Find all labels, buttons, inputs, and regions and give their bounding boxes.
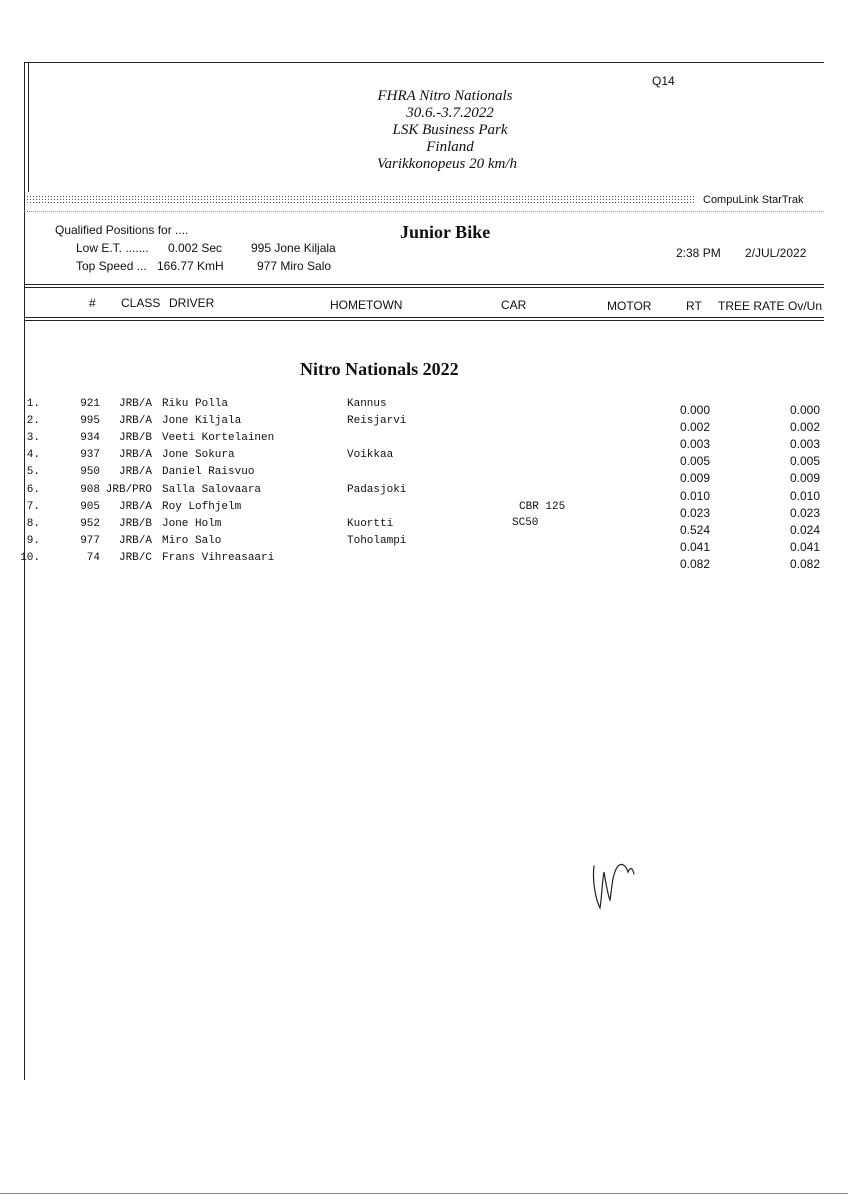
cell-ovun: 0.002 bbox=[790, 420, 821, 435]
cell-number: 937 bbox=[80, 449, 100, 462]
cell-number: 74 bbox=[86, 551, 100, 564]
cell-hometown: Padasjoki bbox=[347, 483, 407, 496]
cell-ovun: 0.005 bbox=[790, 454, 821, 469]
cell-rt: 0.041 bbox=[680, 539, 711, 554]
col-tree-rate: TREE RATE bbox=[718, 299, 785, 313]
cell-rt: 0.023 bbox=[680, 505, 711, 520]
cell-number: 952 bbox=[80, 517, 100, 530]
header-line-bottom-2 bbox=[24, 320, 824, 321]
table-row bbox=[0, 466, 848, 486]
col-ovun: Ov/Un bbox=[788, 299, 823, 313]
cell-class: JRB/PRO bbox=[105, 483, 152, 496]
dotted-band bbox=[26, 195, 696, 204]
table-row bbox=[0, 518, 848, 535]
bottom-border bbox=[0, 1193, 848, 1194]
cell-ovun: 0.003 bbox=[790, 437, 821, 452]
cell-number: 905 bbox=[80, 500, 100, 513]
event-pit-speed: Varikkonopeus 20 km/h bbox=[377, 156, 517, 172]
cell-position: 8. bbox=[26, 517, 40, 530]
table-row bbox=[0, 449, 848, 469]
top-border bbox=[24, 62, 824, 63]
event-venue: LSK Business Park bbox=[392, 122, 508, 138]
category-title: Junior Bike bbox=[400, 222, 491, 242]
cell-number: 950 bbox=[80, 466, 100, 479]
cell-ovun: 0.024 bbox=[790, 522, 821, 537]
cell-position: 4. bbox=[26, 449, 40, 462]
cell-class: JRB/A bbox=[118, 466, 152, 479]
left-border-inner bbox=[28, 62, 29, 192]
cell-class: JRB/A bbox=[118, 415, 152, 428]
qualified-heading: Qualified Positions for .... bbox=[55, 223, 189, 237]
report-date: 2/JUL/2022 bbox=[745, 246, 807, 260]
cell-class: JRB/A bbox=[118, 449, 152, 462]
cell-rt: 0.003 bbox=[680, 437, 711, 452]
col-rt: RT bbox=[686, 299, 702, 313]
cell-rt: 0.000 bbox=[680, 403, 711, 417]
cell-number: 977 bbox=[80, 534, 100, 547]
cell-rt: 0.082 bbox=[680, 556, 711, 571]
cell-class: JRB/A bbox=[118, 534, 152, 547]
cell-number: 908 bbox=[80, 483, 100, 496]
cell-car: SC50 bbox=[512, 516, 539, 529]
cell-class: JRB/A bbox=[118, 500, 152, 513]
low-et-label: Low E.T. ....... bbox=[76, 241, 149, 255]
band-underline bbox=[24, 211, 824, 212]
table-row bbox=[0, 415, 848, 435]
low-et-driver: 995 Jone Kiljala bbox=[251, 241, 336, 255]
cell-ovun: 0.009 bbox=[790, 471, 821, 486]
cell-driver: Salla Salovaara bbox=[162, 483, 262, 496]
cell-rt: 0.002 bbox=[680, 420, 711, 435]
cell-driver: Veeti Kortelainen bbox=[162, 432, 275, 445]
cell-class: JRB/B bbox=[118, 517, 152, 530]
top-speed-value: 166.77 KmH bbox=[157, 259, 224, 273]
table-row bbox=[0, 398, 848, 415]
cell-driver: Jone Sokura bbox=[162, 449, 235, 462]
signature bbox=[588, 852, 644, 916]
header-line-bottom-1 bbox=[24, 317, 824, 318]
col-motor: MOTOR bbox=[607, 299, 652, 313]
cell-number: 921 bbox=[80, 398, 100, 410]
cell-ovun: 0.041 bbox=[790, 539, 821, 554]
event-name: FHRA Nitro Nationals bbox=[377, 88, 513, 104]
cell-driver: Jone Holm bbox=[162, 517, 222, 530]
left-border bbox=[24, 62, 25, 1080]
cell-driver: Jone Kiljala bbox=[162, 415, 242, 428]
col-hometown: HOMETOWN bbox=[330, 298, 403, 312]
cell-position: 7. bbox=[26, 500, 40, 513]
event-country: Finland bbox=[426, 139, 474, 155]
cell-car: CBR 125 bbox=[519, 500, 566, 513]
cell-position: 1. bbox=[26, 398, 40, 410]
low-et-value: 0.002 Sec bbox=[168, 241, 223, 255]
report-time: 2:38 PM bbox=[676, 246, 721, 260]
cell-position: 2. bbox=[26, 415, 40, 428]
cell-position: 3. bbox=[26, 432, 40, 445]
table-row bbox=[0, 432, 848, 452]
cell-driver: Frans Vihreasaari bbox=[162, 551, 275, 564]
brand-label: CompuLink StarTrak bbox=[703, 194, 804, 206]
col-class: CLASS bbox=[121, 296, 161, 310]
cell-driver: Roy Lofhjelm bbox=[162, 500, 242, 513]
table-row bbox=[0, 501, 848, 518]
table-row bbox=[0, 484, 848, 501]
cell-driver: Daniel Raisvuo bbox=[162, 466, 255, 479]
table-row bbox=[0, 552, 848, 569]
cell-number: 995 bbox=[80, 415, 100, 428]
cell-ovun: 0.010 bbox=[790, 488, 821, 503]
top-speed-label: Top Speed ... bbox=[76, 259, 147, 273]
cell-ovun: 0.000 bbox=[790, 403, 821, 417]
col-car: CAR bbox=[501, 298, 527, 312]
section-title: Nitro Nationals 2022 bbox=[300, 359, 459, 379]
cell-rt: 0.009 bbox=[680, 471, 711, 486]
event-dates: 30.6.-3.7.2022 bbox=[406, 105, 494, 121]
cell-rt: 0.010 bbox=[680, 488, 711, 503]
header-line-top-2 bbox=[24, 287, 824, 288]
table-row bbox=[0, 535, 848, 552]
cell-hometown: Voikkaa bbox=[347, 449, 394, 462]
cell-class: JRB/C bbox=[118, 551, 152, 564]
cell-rt: 0.524 bbox=[680, 522, 711, 537]
cell-hometown: Kuortti bbox=[347, 517, 394, 530]
top-speed-driver: 977 Miro Salo bbox=[257, 259, 332, 273]
cell-ovun: 0.023 bbox=[790, 505, 821, 520]
header-line-top-1 bbox=[24, 284, 824, 285]
cell-number: 934 bbox=[80, 432, 100, 445]
col-driver: DRIVER bbox=[169, 296, 215, 310]
cell-class: JRB/B bbox=[118, 432, 152, 445]
page-code: Q14 bbox=[652, 74, 675, 88]
col-num: # bbox=[89, 296, 96, 310]
cell-position: 6. bbox=[26, 483, 40, 496]
cell-driver: Riku Polla bbox=[162, 398, 229, 410]
cell-driver: Miro Salo bbox=[162, 534, 222, 547]
cell-hometown: Toholampi bbox=[347, 534, 407, 547]
cell-ovun: 0.082 bbox=[790, 556, 821, 571]
cell-position: 9. bbox=[26, 534, 40, 547]
cell-position: 10. bbox=[20, 551, 40, 564]
cell-rt: 0.005 bbox=[680, 454, 711, 469]
cell-class: JRB/A bbox=[118, 398, 152, 410]
cell-hometown: Kannus bbox=[347, 398, 387, 410]
cell-hometown: Reisjarvi bbox=[347, 415, 407, 428]
cell-position: 5. bbox=[26, 466, 40, 479]
